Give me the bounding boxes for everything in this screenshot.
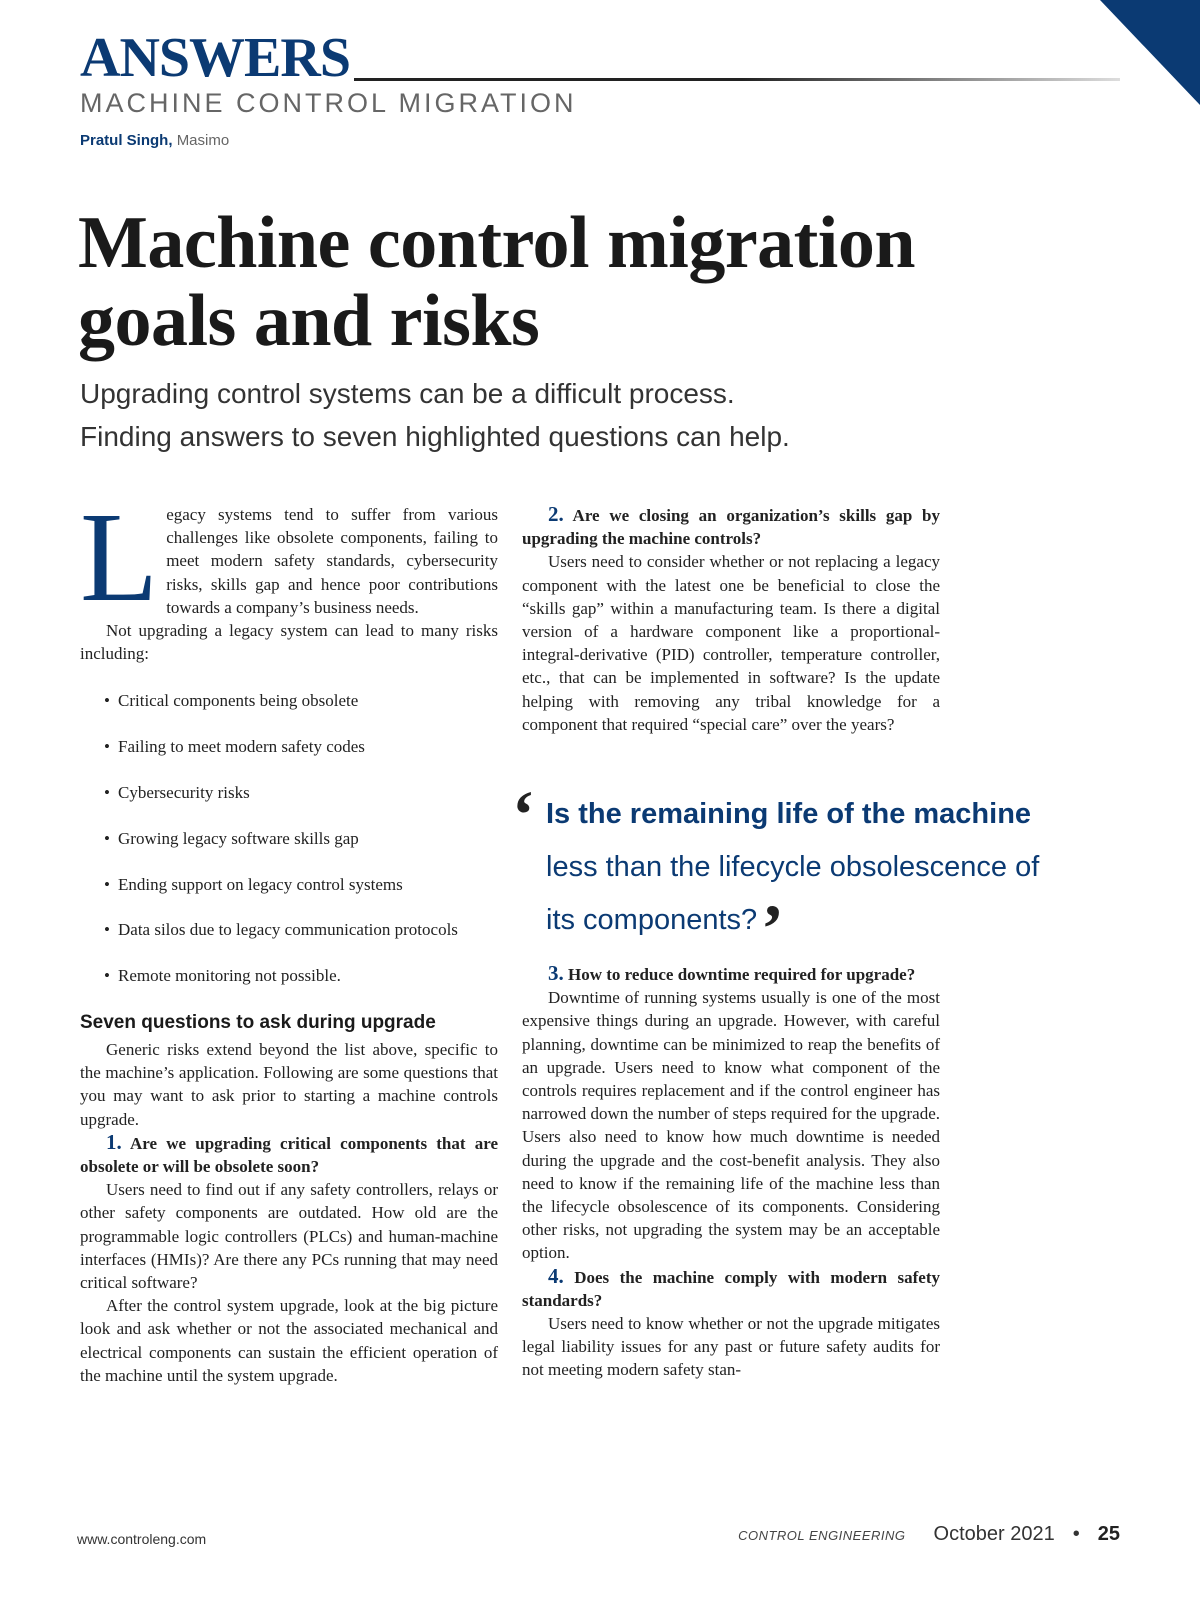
question-number: 2. <box>548 502 564 526</box>
question-heading-4 <box>522 1265 940 1312</box>
pull-quote-line-1: Is the remaining life of the machine <box>546 798 1032 830</box>
body-paragraph: Users need to consider whether or not replacing a legacy component with the latest one be beneficial to close the “skills gap” within a manufacturing team. Is there a digital version of a hardware component like a proportional-integral-derivative (PID) controller, temperature controller, etc., that can be implemented in software? Is the update helping with removing any tribal knowledge for a component that required “special care” over the years? <box>522 552 940 734</box>
section-header <box>80 27 1120 118</box>
pull-quote-line-3: its components? <box>546 904 758 936</box>
open-quote-mark: ‘ <box>512 776 535 852</box>
left-column <box>80 486 499 1387</box>
intro-paragraph: egacy systems tend to suffer from various challenges like obsolete components, failing to meet modern safety standards, cybersecurity risks, skills gap and hence poor contributions towards a company’s business needs. <box>166 505 498 617</box>
list-item: • Ending support on legacy control systems <box>104 873 498 896</box>
body-paragraph: Downtime of running systems usually is one of the most expensive things during an upgrade. However, with careful planning, downtime can be minimized to reap the benefits of an upgrade. Users need to know what component of the controls requires replacement and if the control engineer has narrowed down the number of steps required for the upgrade. Users also need to know how much downtime is needed during the upgrade and the cost-benefit analysis. They also need to know if the remaining life of the machine less than the lifecycle obsolescence of its components. Considering other risks, not upgrading the system may be an acceptable option. <box>522 988 940 1263</box>
section-subhead: Seven questions to ask during upgrade <box>80 1012 436 1033</box>
list-item: • Failing to meet modern safety codes <box>104 735 498 758</box>
author-organization: Masimo <box>176 132 230 149</box>
footer-date: October 2021 <box>933 1523 1055 1545</box>
byline <box>80 132 229 149</box>
question-heading-3 <box>522 962 940 986</box>
deck-line-1: Upgrading control systems can be a difficult process. <box>80 378 735 409</box>
list-item: • Growing legacy software skills gap <box>104 827 498 850</box>
headline-line-2: goals and risks <box>78 280 540 362</box>
question-number: 4. <box>548 1263 564 1288</box>
list-item: • Cybersecurity risks <box>104 781 498 804</box>
footer-separator: • <box>1072 1523 1080 1545</box>
body-paragraph: Not upgrading a legacy system can lead to many risks including: <box>80 621 498 664</box>
question-title: Are we closing an organization’s skills gap by upgrading the machine controls? <box>522 506 941 549</box>
body-paragraph: Users need to find out if any safety controllers, relays or other safety components are outdated. How old are the programmable logic controllers (PLCs) and human-machine interfaces (HMIs)? Are there any PCs running that may need critical software? <box>80 1180 498 1293</box>
question-title: How to reduce downtime required for upgrade? <box>568 965 916 985</box>
list-item: • Remote monitoring not possible. <box>104 964 498 987</box>
body-paragraph: After the control system upgrade, look at the big picture look and ask whether or not the associated mechanical and electrical components can sustain the efficient operation of the machine until the system upgrade. <box>80 1296 498 1385</box>
body-paragraph: Users need to know whether or not the upgrade mitigates legal liability issues for any past or future safety audits for not meeting modern safety stan- <box>522 1314 940 1380</box>
question-title: Are we upgrading critical components that are obsolete or will be obsolete soon? <box>80 1133 499 1177</box>
question-heading-1 <box>80 1131 498 1178</box>
question-number: 1. <box>106 1129 122 1154</box>
risk-list <box>80 689 498 987</box>
header-rule <box>280 78 1120 81</box>
deck <box>80 372 1080 458</box>
close-quote-mark: ’ <box>761 890 784 966</box>
headline-line-1: Machine control migration <box>78 202 916 284</box>
footer-magazine: CONTROL ENGINEERING <box>738 1528 906 1543</box>
pull-quote-line-2: less than the lifecycle obsolescence of <box>546 851 1040 883</box>
page-footer <box>77 1523 1120 1553</box>
question-title: Does the machine comply with modern safety standards? <box>522 1267 940 1310</box>
section-title: MACHINE CONTROL MIGRATION <box>80 88 577 118</box>
author-name: Pratul Singh, <box>80 132 173 149</box>
list-item: • Data silos due to legacy communication protocols <box>104 918 498 941</box>
body-paragraph: Generic risks extend beyond the list above, specific to the machine’s application. Following are some questions that you may want to ask prior to starting a machine controls upgrade. <box>80 1040 498 1129</box>
list-item: • Critical components being obsolete <box>104 689 498 712</box>
page-number: 25 <box>1097 1523 1120 1545</box>
deck-line-2: Finding answers to seven highlighted questions can help. <box>80 421 790 452</box>
question-heading-2 <box>522 503 940 550</box>
section-kicker: ANSWERS <box>80 30 354 86</box>
drop-cap: L <box>80 486 159 628</box>
footer-website[interactable]: www.controleng.com <box>77 1531 207 1547</box>
pull-quote <box>512 776 1120 966</box>
headline <box>78 204 1128 360</box>
question-number: 3. <box>548 961 564 986</box>
